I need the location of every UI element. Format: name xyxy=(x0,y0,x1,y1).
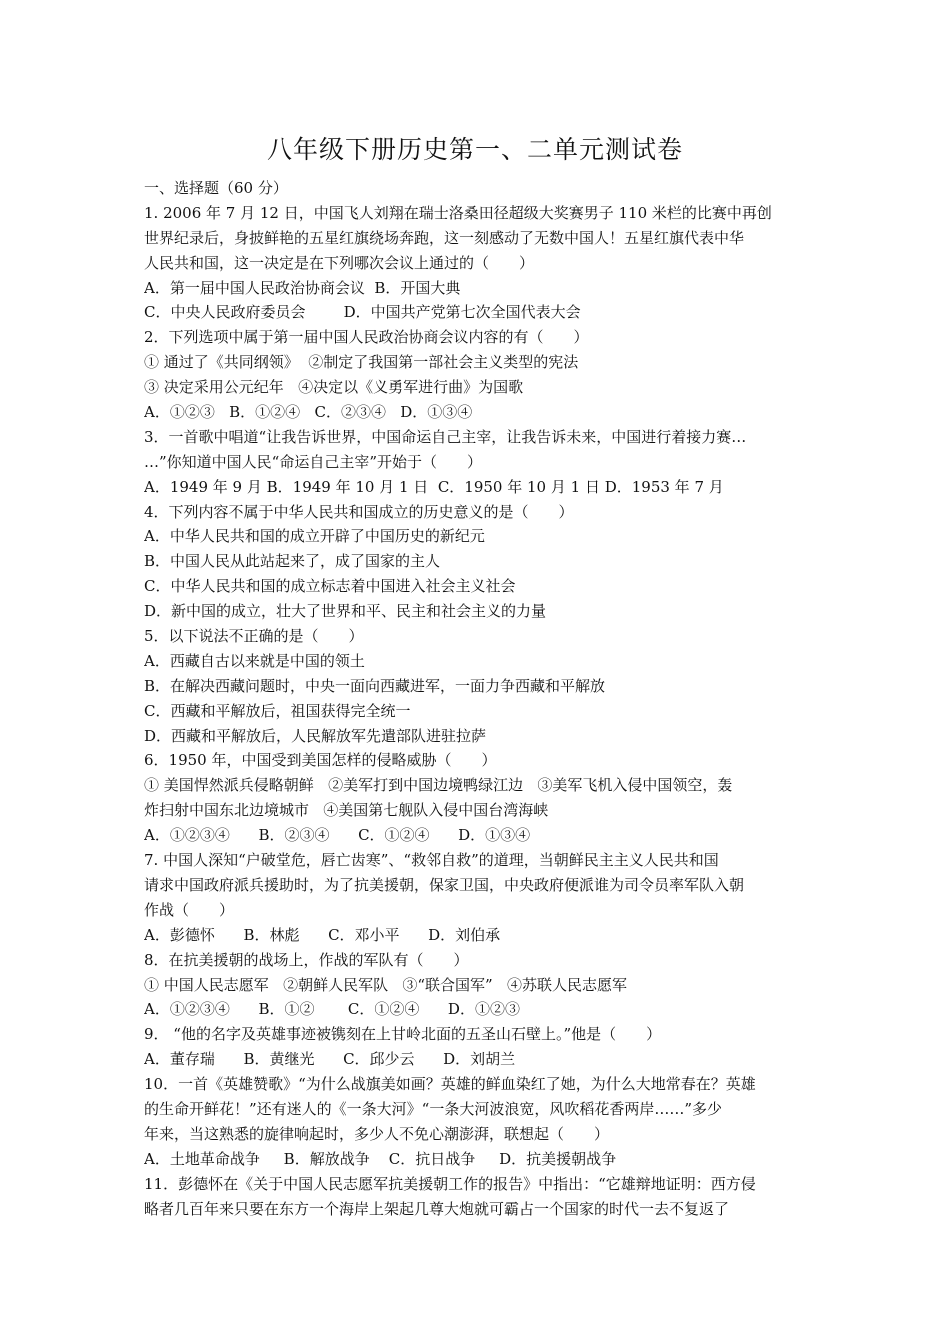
question-10-line: 年来，当这熟悉的旋律响起时，多少人不免心潮澎湃，联想起（ ） xyxy=(144,1124,610,1143)
section-heading: 一、选择题（60 分） xyxy=(144,179,288,197)
question-6-line: ① 美国悍然派兵侵略朝鲜 ②美军打到中国边境鸭绿江边 ③美军飞机入侵中国领空，轰 xyxy=(144,776,733,795)
question-2-line: ① 通过了《共同纲领》 ②制定了我国第一部社会主义类型的宪法 xyxy=(144,353,579,372)
question-8-line: 8．在抗美援朝的战场上，作战的军队有（ ） xyxy=(144,950,469,969)
question-6-options: A．①②③④ B．②③④ C．①②④ D．①③④ xyxy=(144,826,531,845)
question-body xyxy=(144,176,824,1221)
question-5-option: A．西藏自古以来就是中国的领土 xyxy=(144,651,365,670)
question-1-line: 人民共和国，这一决定是在下列哪次会议上通过的（ ） xyxy=(144,253,535,272)
question-4-line: 4．下列内容不属于中华人民共和国成立的历史意义的是（ ） xyxy=(144,502,574,521)
question-3-line: …”你知道中国人民“命运自己主宰”开始于（ ） xyxy=(144,452,483,471)
question-9-options: A．董存瑞 B．黄继光 C．邱少云 D．刘胡兰 xyxy=(144,1050,516,1069)
question-7-line: 请求中国政府派兵援助时，为了抗美援朝，保家卫国，中央政府便派谁为司令员率军队入朝 xyxy=(144,875,745,894)
question-10-options: A．土地革命战争 B．解放战争 C．抗日战争 D．抗美援朝战争 xyxy=(144,1149,617,1168)
question-1-options: A．第一届中国人民政治协商会议 B．开国大典 xyxy=(144,278,461,297)
question-10-line: 的生命开鲜花！”还有迷人的《一条大河》“一条大河波浪宽，风吹稻花香两岸……”多少 xyxy=(144,1099,723,1118)
question-5-option: D．西藏和平解放后，人民解放军先遣部队进驻拉萨 xyxy=(144,726,487,745)
question-1-line: 1. 2006 年 7 月 12 日，中国飞人刘翔在瑞士洛桑田径超级大奖赛男子 110 米栏的比赛中再创 xyxy=(144,203,772,222)
question-5-option: B．在解决西藏问题时，中央一面向西藏进军，一面力争西藏和平解放 xyxy=(144,676,606,695)
question-2-line: 2．下列选项中属于第一届中国人民政治协商会议内容的有（ ） xyxy=(144,328,589,347)
question-1-line: 世界纪录后，身披鲜艳的五星红旗绕场奔跑，这一刻感动了无数中国人！五星红旗代表中华 xyxy=(144,228,745,247)
question-8-line: ① 中国人民志愿军 ②朝鲜人民军队 ③“联合国军” ④苏联人民志愿军 xyxy=(144,975,628,994)
question-5-option: C．西藏和平解放后，祖国获得完全统一 xyxy=(144,701,411,720)
question-6-line: 炸扫射中国东北边境城市 ④美国第七舰队入侵中国台湾海峡 xyxy=(144,801,549,820)
question-11-line: 略者几百年来只要在东方一个海岸上架起几尊大炮就可霸占一个国家的时代一去不复返了 xyxy=(144,1199,730,1218)
question-10-line: 10．一首《英雄赞歌》“为什么战旗美如画？英雄的鲜血染红了她，为什么大地常春在？英雄 xyxy=(144,1075,756,1094)
question-1-options: C．中央人民政府委员会 D．中国共产党第七次全国代表大会 xyxy=(144,303,581,322)
question-8-options: A．①②③④ B．①② C．①②④ D．①②③ xyxy=(144,1000,520,1019)
question-2-options: A．①②③ B．①②④ C．②③④ D．①③④ xyxy=(144,403,473,422)
question-4-option: D．新中国的成立，壮大了世界和平、民主和社会主义的力量 xyxy=(144,602,547,621)
page-title: 八年级下册历史第一、二单元测试卷 xyxy=(266,135,683,164)
question-3-line: 3．一首歌中唱道“让我告诉世界，中国命运自己主宰，让我告诉未来，中国进行着接力赛… xyxy=(144,427,747,446)
question-4-option: C．中华人民共和国的成立标志着中国进入社会主义社会 xyxy=(144,577,516,596)
question-4-option: A．中华人民共和国的成立开辟了中国历史的新纪元 xyxy=(144,527,485,546)
question-6-line: 6．1950 年，中国受到美国怎样的侵略威胁（ ） xyxy=(144,751,497,770)
question-5-line: 5．以下说法不正确的是（ ） xyxy=(144,627,364,646)
question-2-line: ③ 决定采用公元纪年 ④决定以《义勇军进行曲》为国歌 xyxy=(144,378,524,397)
question-3-options: A．1949 年 9 月 B．1949 年 10 月 1 日 C．1950 年 10 月 1 日 D．1953 年 7 月 xyxy=(144,477,724,496)
question-4-option: B．中国人民从此站起来了，成了国家的主人 xyxy=(144,552,441,571)
question-9-line: 9． “他的名字及英雄事迹被镌刻在上甘岭北面的五圣山石壁上。”他是（ ） xyxy=(144,1025,662,1044)
question-7-line: 7. 中国人深知“户破堂危，唇亡齿寒”、“救邻自救”的道理，当朝鲜民主主义人民共和国 xyxy=(144,851,719,870)
question-7-line: 作战（ ） xyxy=(144,900,235,919)
question-7-options: A．彭德怀 B．林彪 C．邓小平 D．刘伯承 xyxy=(144,925,501,944)
question-11-line: 11．彭德怀在《关于中国人民志愿军抗美援朝工作的报告》中指出：“它雄辩地证明：西方侵 xyxy=(144,1174,756,1193)
